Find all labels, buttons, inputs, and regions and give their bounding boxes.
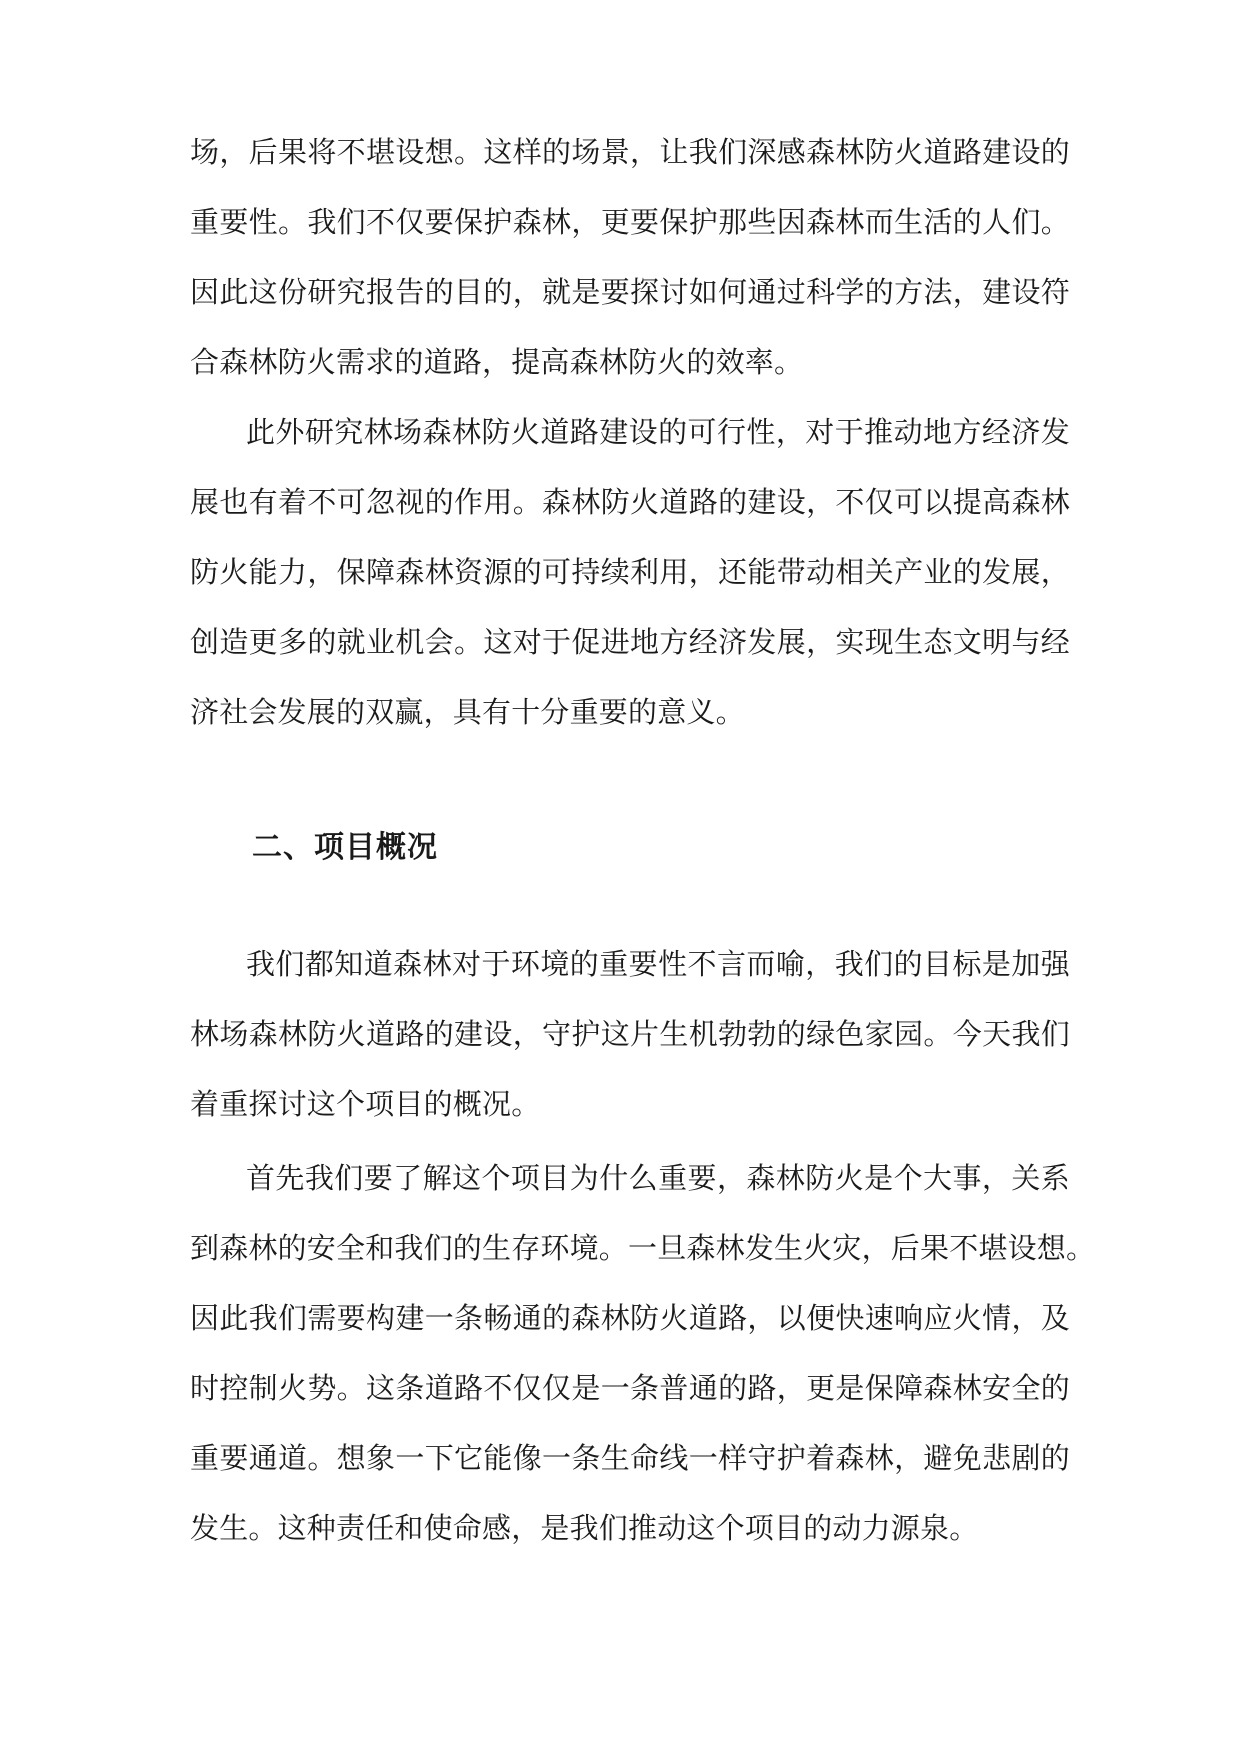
text-line: 重要性。我们不仅要保护森林，更要保护那些因森林而生活的人们。 xyxy=(190,205,1070,239)
text-line: 此外研究林场森林防火道路建设的可行性，对于推动地方经济发 xyxy=(246,415,1070,449)
text-line: 因此我们需要构建一条畅通的森林防火道路，以便快速响应火情，及 xyxy=(190,1301,1070,1335)
text-line: 因此这份研究报告的目的，就是要探讨如何通过科学的方法，建设符 xyxy=(190,275,1070,309)
text-line: 着重探讨这个项目的概况。 xyxy=(190,1087,541,1121)
text-line: 我们都知道森林对于环境的重要性不言而喻，我们的目标是加强 xyxy=(246,947,1070,981)
text-line: 创造更多的就业机会。这对于促进地方经济发展，实现生态文明与经 xyxy=(190,625,1070,659)
text-line: 展也有着不可忽视的作用。森林防火道路的建设，不仅可以提高森林 xyxy=(190,485,1070,519)
text-line: 重要通道。想象一下它能像一条生命线一样守护着森林，避免悲剧的 xyxy=(190,1441,1070,1475)
text-line: 济社会发展的双赢，具有十分重要的意义。 xyxy=(190,695,745,729)
text-line: 合森林防火需求的道路，提高森林防火的效率。 xyxy=(190,345,804,379)
text-line: 林场森林防火道路的建设，守护这片生机勃勃的绿色家园。今天我们 xyxy=(190,1017,1070,1051)
text-line: 场，后果将不堪设想。这样的场景，让我们深感森林防火道路建设的 xyxy=(190,135,1070,169)
text-line: 发生。这种责任和使命感，是我们推动这个项目的动力源泉。 xyxy=(190,1511,979,1545)
section-heading: 二、项目概况 xyxy=(252,830,438,865)
text-line: 时控制火势。这条道路不仅仅是一条普通的路，更是保障森林安全的 xyxy=(190,1371,1070,1405)
text-line: 到森林的安全和我们的生存环境。一旦森林发生火灾，后果不堪设想。 xyxy=(190,1231,1096,1265)
text-line: 防火能力，保障森林资源的可持续利用，还能带动相关产业的发展， xyxy=(190,555,1070,589)
text-line: 首先我们要了解这个项目为什么重要，森林防火是个大事，关系 xyxy=(246,1161,1070,1195)
